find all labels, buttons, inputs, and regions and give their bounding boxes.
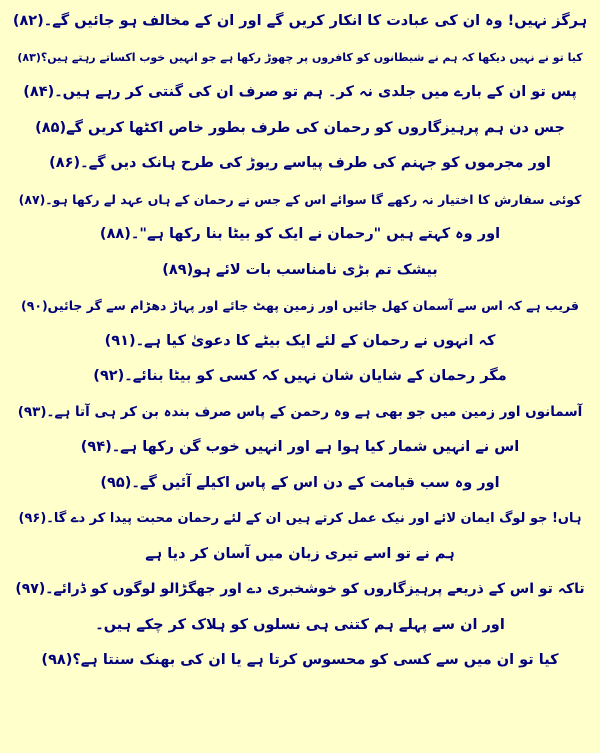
verse-line: ہم نے تو اسے تیری زبان میں آسان کر دیا ہے xyxy=(145,545,455,562)
verse-line: جس دن ہم پرہیزگاروں کو رحمان کی طرف بطور خاص اکٹھا کریں گے(۸۵) xyxy=(35,119,565,136)
verse-line: پس تو ان کے بارے میں جلدی نہ کر۔ ہم تو صرف ان کی گنتی کر رہے ہیں۔(۸۴) xyxy=(23,84,577,100)
verse-line: تاکہ تو اس کے ذریعے پرہیزگاروں کو خوشخبری دے اور جھگڑالو لوگوں کو ڈرائے۔(۹۷) xyxy=(15,581,585,597)
verse-line: کہ انہوں نے رحمان کے لئے ایک بیٹے کا دعویٰ کیا ہے۔(۹۱) xyxy=(104,332,496,349)
verse-line: قریب ہے کہ اس سے آسمان کھل جائیں اور زمین پھٹ جائے اور پہاڑ دھڑام سے گر جائیں(۹۰) xyxy=(20,298,579,313)
verse-line: اور وہ کہتے ہیں "رحمان نے ایک کو بیٹا بنا رکھا ہے"۔(۸۸) xyxy=(99,226,501,242)
verse-line: مگر رحمان کے شایان شان نہیں کہ کسی کو بیٹا بنائے۔(۹۲) xyxy=(93,368,507,384)
verse-line: اور ان سے پہلے ہم کتنی ہی نسلوں کو ہلاک کر چکے ہیں۔ xyxy=(95,616,505,633)
verse-line: کیا تو ان میں سے کسی کو محسوس کرتا ہے یا ان کی بھنک سنتا ہے؟(۹۸) xyxy=(41,652,559,668)
verse-line: کوئی سفارش کا اختیار نہ رکھے گا سوائے اس کے جس نے رحمان کے ہاں عہد لے رکھا ہو۔(۸۷) xyxy=(18,191,582,207)
verse-line: کیا تو نے نہیں دیکھا کہ ہم نے شیطانوں کو کافروں پر چھوڑ رکھا ہے جو انہیں خوب اکساتے رہتے ہیں؟(۸۳) xyxy=(17,50,583,64)
verse-line: ہاں! جو لوگ ایمان لائے اور نیک عمل کرتے ہیں ان کے لئے رحمان محبت پیدا کر دے گا۔(۹۶) xyxy=(18,511,582,526)
verse-line: اور وہ سب قیامت کے دن اس کے پاس اکیلے آئیں گے۔(۹۵) xyxy=(100,474,500,491)
verse-line: آسمانوں اور زمین میں جو بھی ہے وہ رحمن کے پاس صرف بندہ بن کر ہی آتا ہے۔(۹۳) xyxy=(17,403,583,420)
verse-line: اس نے انہیں شمار کیا ہوا ہے اور انہیں خوب گن رکھا ہے۔(۹۴) xyxy=(80,439,520,455)
verse-line: ہرگز نہیں! وہ ان کی عبادت کا انکار کریں گے اور ان کے مخالف ہو جائیں گے۔(۸۲) xyxy=(12,13,588,29)
verse-line: اور مجرموں کو جہنم کی طرف پیاسے ریوڑ کی طرح ہانک دیں گے۔(۸۶) xyxy=(49,155,551,171)
verse-line: بیشک تم بڑی نامناسب بات لائے ہو(۸۹) xyxy=(162,261,438,278)
